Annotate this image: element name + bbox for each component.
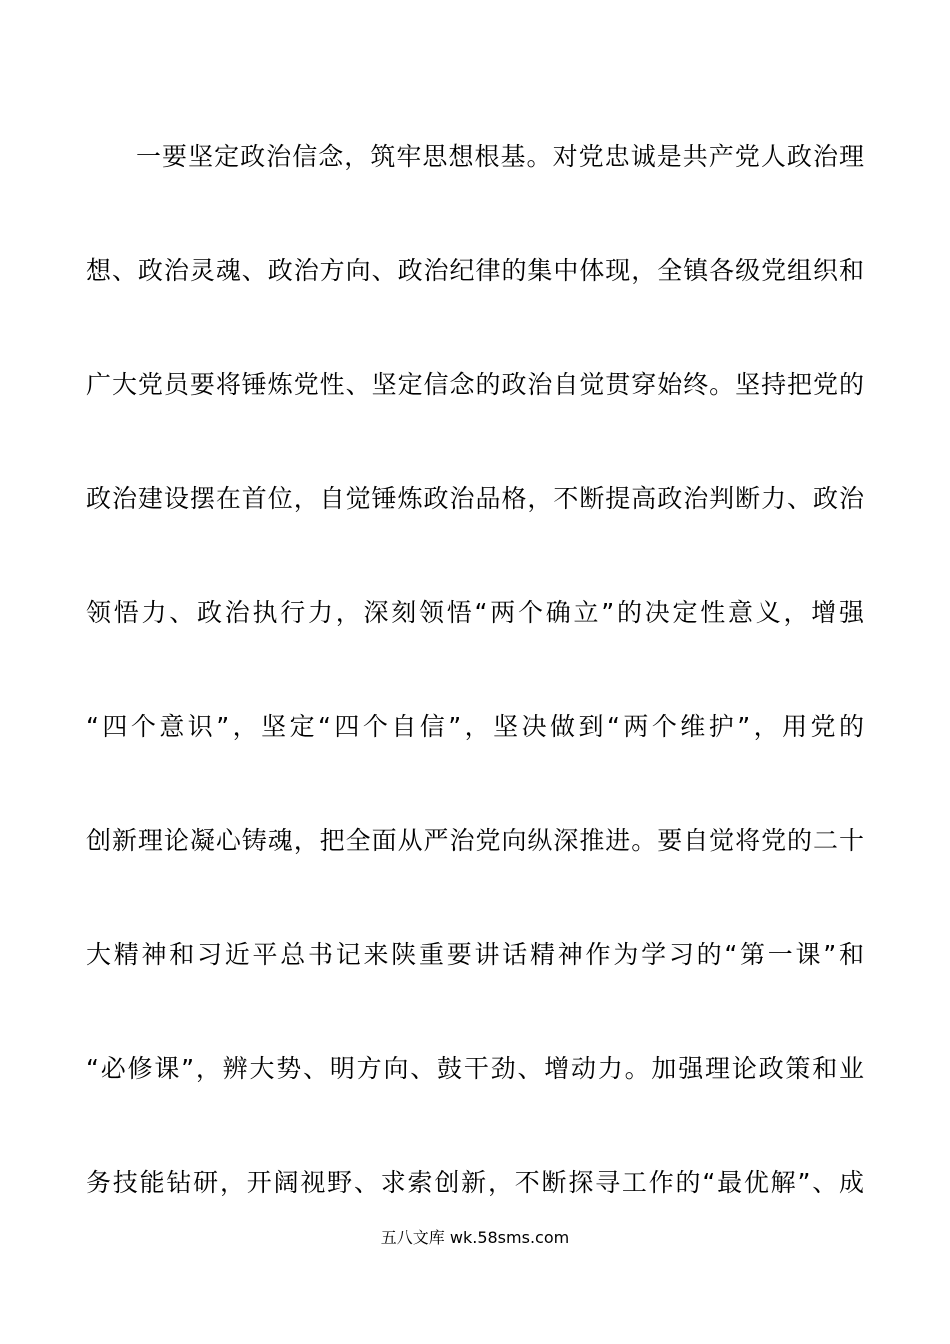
paragraph-line-3: 广大党员要将锤炼党性、坚定信念的政治自觉贯穿始终。坚持把党的	[86, 370, 864, 399]
paragraph-line-6: “四个意识”，坚定“四个自信”，坚决做到“两个维护”，用党的	[86, 712, 864, 741]
paragraph-line-10: 务技能钻研，开阔视野、求索创新，不断探寻工作的“最优解”、成	[86, 1168, 864, 1197]
paragraph-line-8: 大精神和习近平总书记来陕重要讲话精神作为学习的“第一课”和	[86, 940, 864, 969]
paragraph-line-4: 政治建设摆在首位，自觉锤炼政治品格，不断提高政治判断力、政治	[86, 484, 864, 513]
paragraph-line-7: 创新理论凝心铸魂，把全面从严治党向纵深推进。要自觉将党的二十	[86, 826, 864, 855]
paragraph-line-5: 领悟力、政治执行力，深刻领悟“两个确立”的决定性意义，增强	[86, 598, 864, 627]
paragraph-line-1: 一要坚定政治信念，筑牢思想根基。对党忠诚是共产党人政治理	[136, 142, 864, 171]
footer-watermark: 五八文库 wk.58sms.com	[380, 1228, 570, 1247]
paragraph-line-9: “必修课”，辨大势、明方向、鼓干劲、增动力。加强理论政策和业	[86, 1054, 864, 1083]
paragraph-line-2: 想、政治灵魂、政治方向、政治纪律的集中体现，全镇各级党组织和	[86, 256, 864, 285]
